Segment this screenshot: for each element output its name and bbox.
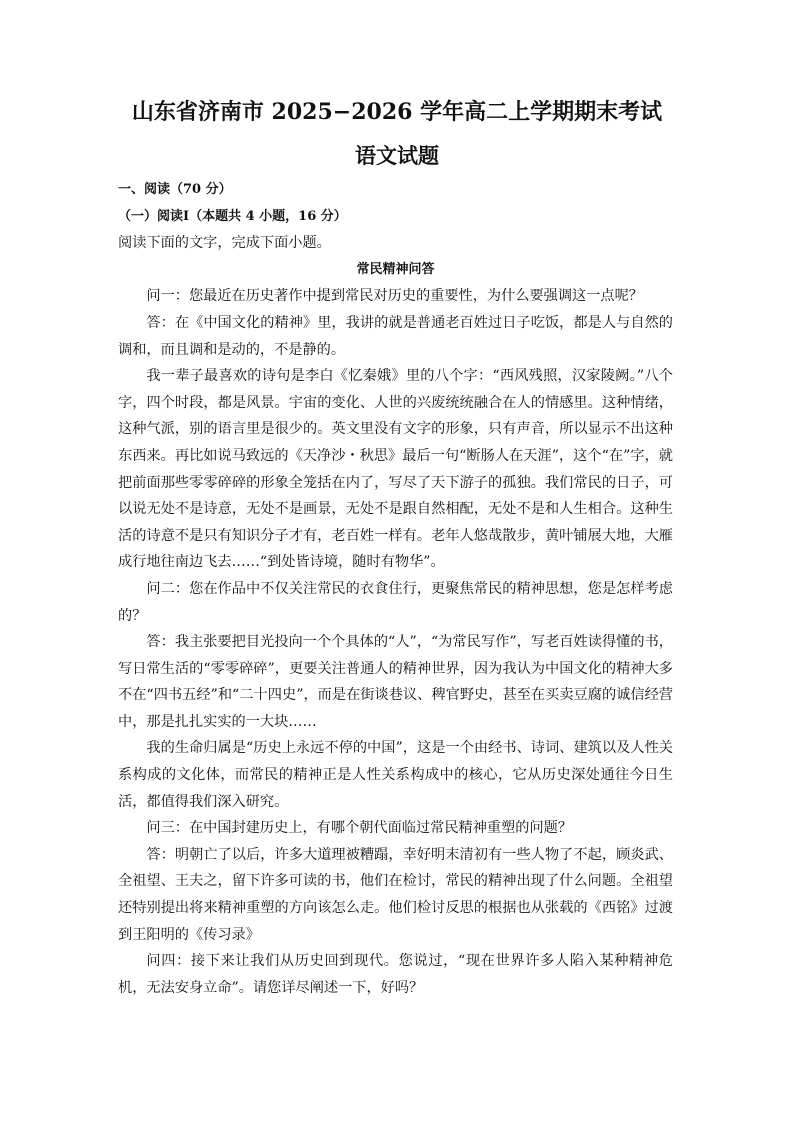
question-1: 问一：您最近在历史著作中提到常民对历史的重要性，为什么要强调这一点呢？	[146, 288, 643, 305]
page-content	[118, 177, 673, 1001]
part-heading: 一、阅读（70 分）	[118, 182, 232, 197]
article-title: 常民精神问答	[356, 261, 435, 277]
question-4: 问四：接下来让我们从历史回到现代。您说过，“现在世界许多人陷入某种精神危机，无法安身立命”。请您详尽阐述一下，好吗？	[118, 953, 673, 996]
question-3: 问三：在中国封建历史上，有哪个朝代面临过常民精神重塑的问题？	[146, 820, 573, 837]
instruction-text: 阅读下面的文字，完成下面小题。	[118, 235, 331, 252]
section-heading: （一）阅读Ⅰ（本题共 4 小题，16 分）	[118, 208, 347, 224]
answer-3: 答：明朝亡了以后，许多大道理被糟蹋，幸好明末清初有一些人物了不起，顾炎武、全祖望、王夫之，留下许多可读的书，他们在检讨，常民的精神出现了什么问题。全祖望还特别提出将来精神重塑的方向该怎么走。他们检讨反思的根据也从张载的《西铭》过渡到王阳明的《传习录》	[118, 846, 673, 943]
answer-1-paragraph-2: 我一辈子最喜欢的诗句是李白《忆秦娥》里的八个字：“西风残照，汉家陵阙。”八个字，四个时段，都是风景。宇宙的变化、人世的兴废统统融合在人的情感里。这种情绪，这种气派，别的语言里是很少的。英文里没有文字的形象，只有声音，所以显示不出这种东西来。再比如说马致远的《天净沙・秋思》最后一句“断肠人在天涯”，这个“在”字，就把前面那些零零碎碎的形象全笼括在内了，写尽了天下游子的孤独。我们常民的日子，可以说无处不是诗意，无处不是画景，无处不是跟自然相配，无处不是和人生相合。这种生活的诗意不是只有知识分子才有，老百姓一样有。老年人悠哉散步，黄叶铺展大地，大雁成行地往南边飞去……“到处皆诗境，随时有物华”。	[118, 368, 673, 571]
page-subtitle: 语文试题	[355, 143, 439, 168]
answer-1: 答：在《中国文化的精神》里，我讲的就是普通老百姓过日子吃饭，都是人与自然的调和，而且调和是动的，不是静的。	[118, 314, 673, 358]
answer-2-paragraph-2: 我的生命归属是“历史上永远不停的中国”，这是一个由经书、诗词、建筑以及人性关系构成的文化体，而常民的精神正是人性关系构成中的核心，它从历史深处通往今日生活，都值得我们深入研究。	[118, 740, 673, 810]
page-title: 山东省济南市 2025−2026 学年高二上学期期末考试	[131, 99, 663, 125]
answer-2: 答：我主张要把目光投向一个个具体的“人”，“为常民写作”，写老百姓读得懂的书，写日常生活的“零零碎碎”，更要关注普通人的精神世界，因为我认为中国文化的精神大多不在“四书五经”和“二十四史”，而是在街谈巷议、稗官野史，甚至在买卖豆腐的诚信经营中，那是扎扎实实的一大块……	[118, 634, 673, 730]
question-2: 问二：您在作品中不仅关注常民的衣食住行，更聚焦常民的精神思想，您是怎样考虑的？	[118, 580, 673, 624]
